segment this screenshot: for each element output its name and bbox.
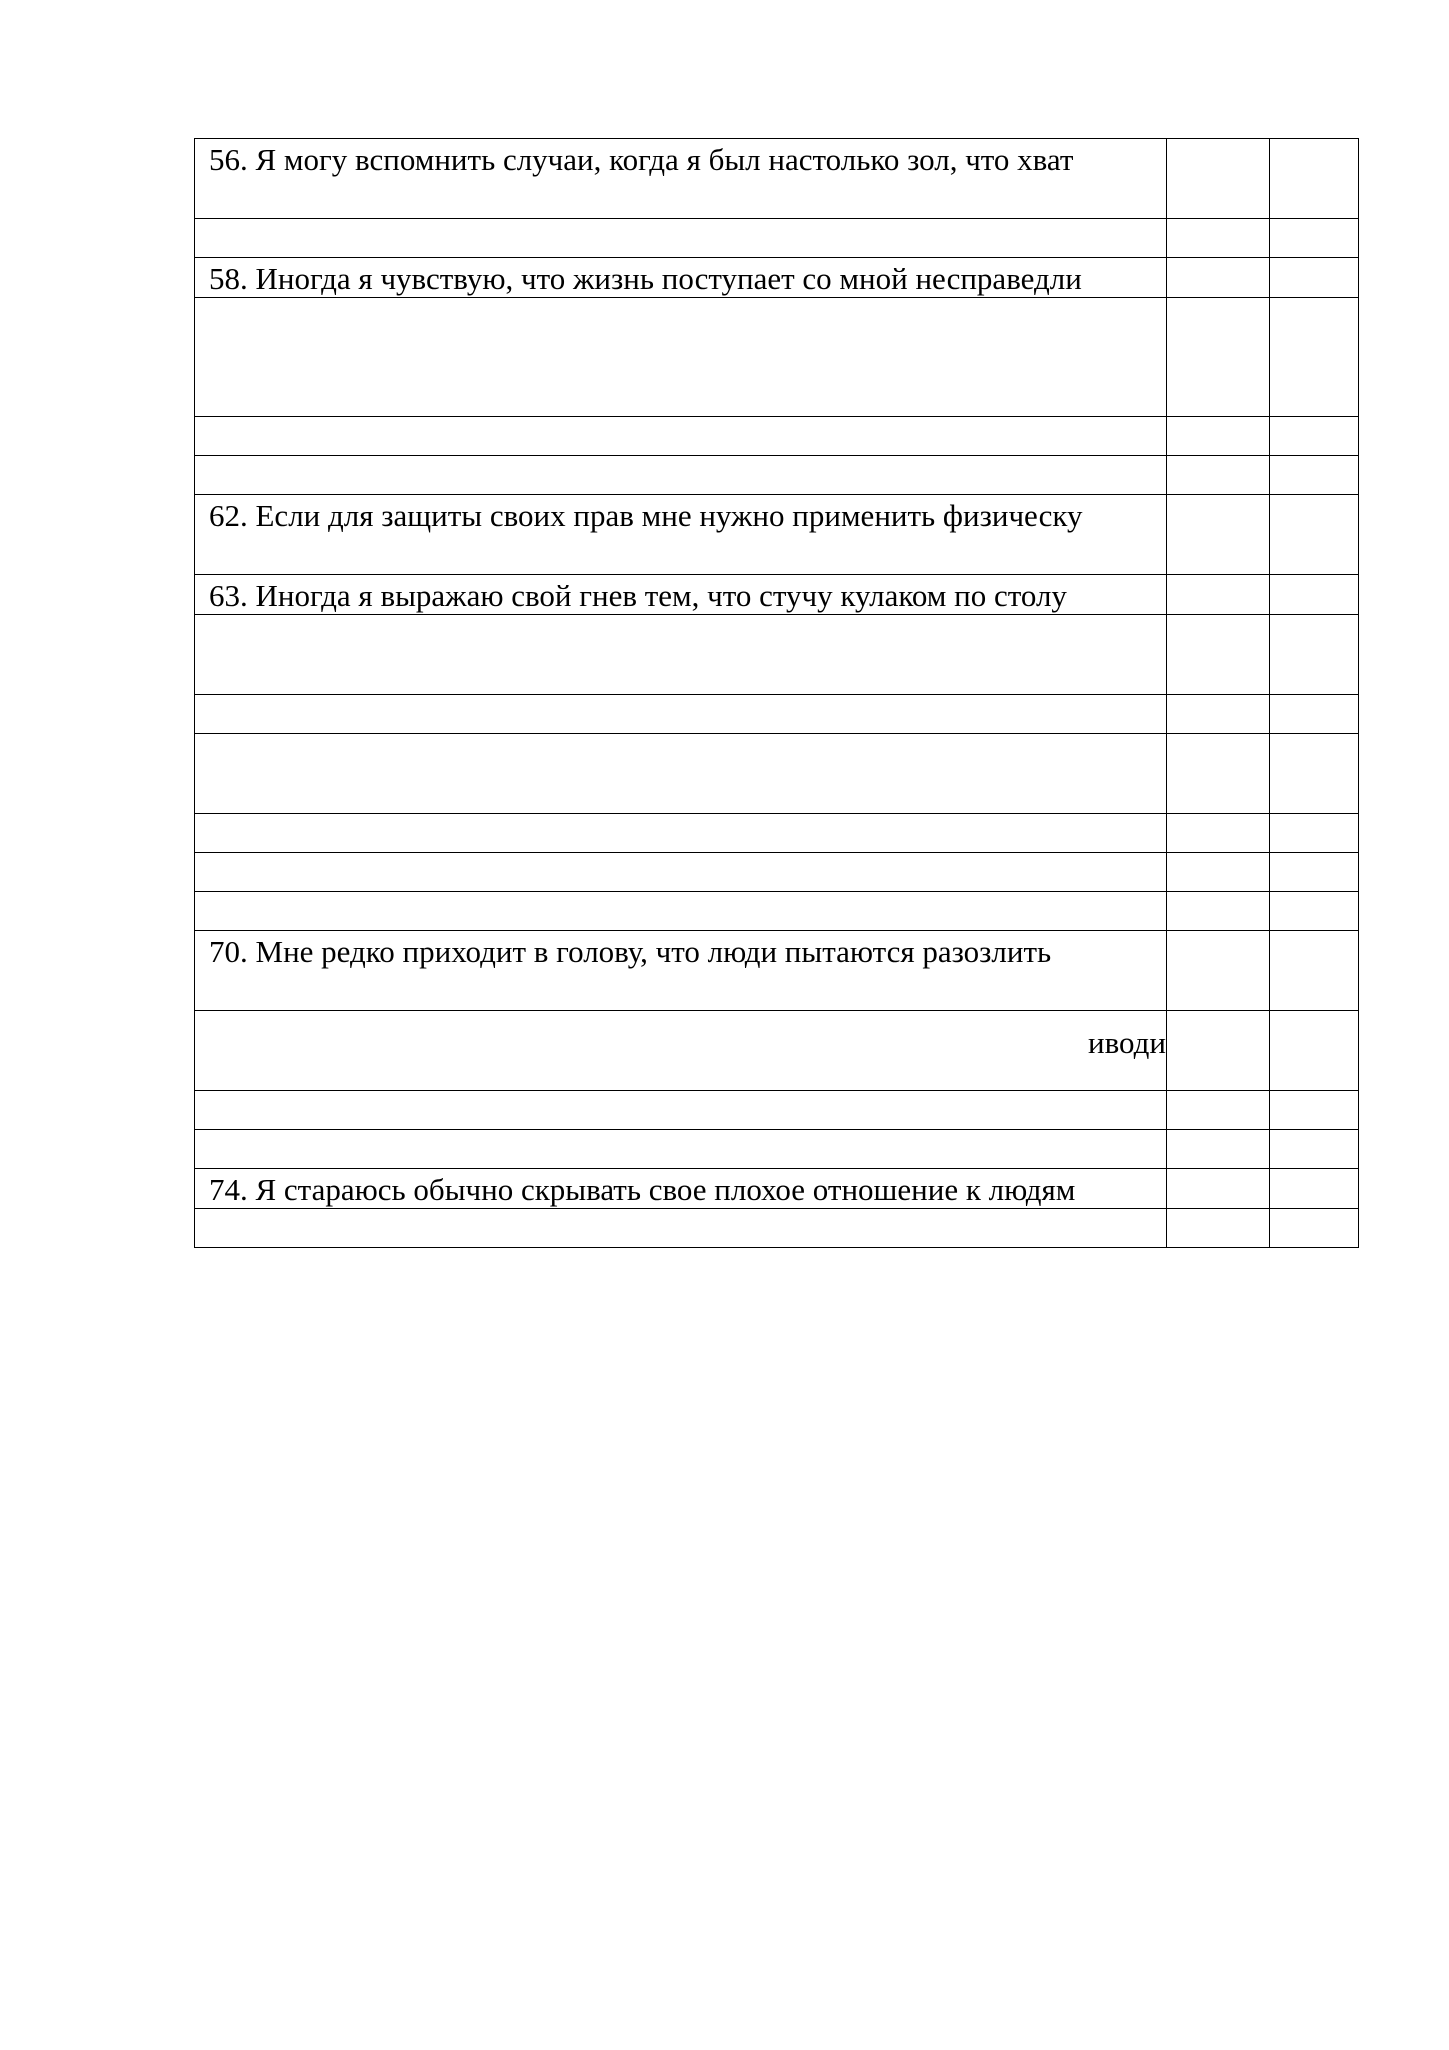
table-row [195,814,1359,853]
question-text [195,219,1166,222]
answer-cell-no[interactable] [1270,734,1359,814]
answer-cell-yes[interactable] [1167,495,1270,575]
answer-cell-yes[interactable] [1167,575,1270,615]
answer-cell-yes[interactable] [1167,892,1270,931]
answer-cell-yes[interactable] [1167,417,1270,456]
answer-cell-no[interactable] [1270,219,1359,258]
question-cell [195,495,1167,575]
answer-cell-yes[interactable] [1167,1209,1270,1248]
table-row [195,139,1359,219]
table-row [195,1209,1359,1248]
question-cell [195,892,1167,931]
question-text [195,615,1166,618]
table-row [195,417,1359,456]
question-text [195,892,1166,895]
table-row [195,258,1359,298]
answer-cell-yes[interactable] [1167,1169,1270,1209]
table-row [195,734,1359,814]
questionnaire-page [194,138,1355,1248]
table-row [195,575,1359,615]
answer-cell-yes[interactable] [1167,931,1270,1011]
question-text: 70. Мне редко приходит в голову, что люди пытаются разозлить [209,934,1052,969]
answer-cell-no[interactable] [1270,1169,1359,1209]
question-cell [195,931,1167,1011]
answer-cell-yes[interactable] [1167,734,1270,814]
question-text: 58. Иногда я чувствую, что жизнь поступает со мной несправедли [209,261,1082,296]
answer-cell-no[interactable] [1270,615,1359,695]
answer-cell-yes[interactable] [1167,615,1270,695]
question-text: 56. Я могу вспомнить случаи, когда я был настолько зол, что хват [209,142,1074,177]
answer-cell-no[interactable] [1270,1011,1359,1091]
questionnaire-body [195,139,1359,1248]
question-text [195,298,1166,301]
answer-cell-no[interactable] [1270,495,1359,575]
question-text: 74. Я стараюсь обычно скрывать свое плохое отношение к людям [209,1172,1076,1207]
question-cell [195,298,1167,417]
question-cell [195,695,1167,734]
answer-cell-no[interactable] [1270,258,1359,298]
table-row [195,853,1359,892]
answer-cell-no[interactable] [1270,931,1359,1011]
table-row [195,695,1359,734]
answer-cell-yes[interactable] [1167,814,1270,853]
answer-cell-yes[interactable] [1167,853,1270,892]
question-cell [195,575,1167,615]
answer-cell-yes[interactable] [1167,298,1270,417]
question-text [195,734,1166,737]
question-cell [195,1091,1167,1130]
answer-cell-no[interactable] [1270,853,1359,892]
question-cell [195,734,1167,814]
question-cell [195,1011,1167,1091]
question-cell [195,219,1167,258]
table-row [195,456,1359,495]
answer-cell-no[interactable] [1270,1091,1359,1130]
answer-cell-no[interactable] [1270,892,1359,931]
question-cell [195,853,1167,892]
answer-cell-yes[interactable] [1167,1011,1270,1091]
answer-cell-yes[interactable] [1167,1130,1270,1169]
question-text: 63. Иногда я выражаю свой гнев тем, что стучу кулаком по столу [209,578,1067,613]
answer-cell-no[interactable] [1270,456,1359,495]
question-cell [195,417,1167,456]
questionnaire-table [194,138,1359,1248]
question-text: 62. Если для защиты своих прав мне нужно применить физическу [209,498,1083,533]
question-cell [195,615,1167,695]
question-cell [195,1209,1167,1248]
answer-cell-no[interactable] [1270,417,1359,456]
answer-cell-no[interactable] [1270,1209,1359,1248]
question-text [195,1091,1166,1094]
table-row [195,1011,1359,1091]
answer-cell-yes[interactable] [1167,258,1270,298]
question-cell [195,1169,1167,1209]
answer-cell-yes[interactable] [1167,219,1270,258]
question-cell [195,814,1167,853]
table-row [195,298,1359,417]
question-cell [195,139,1167,219]
table-row [195,1091,1359,1130]
question-text [195,814,1166,817]
question-text [195,1130,1166,1133]
answer-cell-yes[interactable] [1167,456,1270,495]
question-text [195,1209,1166,1212]
answer-cell-yes[interactable] [1167,695,1270,734]
question-text [195,417,1166,420]
table-row [195,219,1359,258]
table-row [195,495,1359,575]
table-row [195,1130,1359,1169]
question-cell [195,258,1167,298]
question-cell [195,456,1167,495]
table-row [195,931,1359,1011]
question-cell [195,1130,1167,1169]
table-row [195,615,1359,695]
answer-cell-yes[interactable] [1167,139,1270,219]
table-row [195,1169,1359,1209]
table-row [195,892,1359,931]
answer-cell-no[interactable] [1270,814,1359,853]
answer-cell-no[interactable] [1270,695,1359,734]
answer-cell-yes[interactable] [1167,1091,1270,1130]
question-text [195,853,1166,856]
answer-cell-no[interactable] [1270,575,1359,615]
question-text [195,456,1166,459]
answer-cell-no[interactable] [1270,1130,1359,1169]
answer-cell-no[interactable] [1270,298,1359,417]
question-text: иводи [1088,1025,1166,1060]
answer-cell-no[interactable] [1270,139,1359,219]
question-text [195,695,1166,698]
